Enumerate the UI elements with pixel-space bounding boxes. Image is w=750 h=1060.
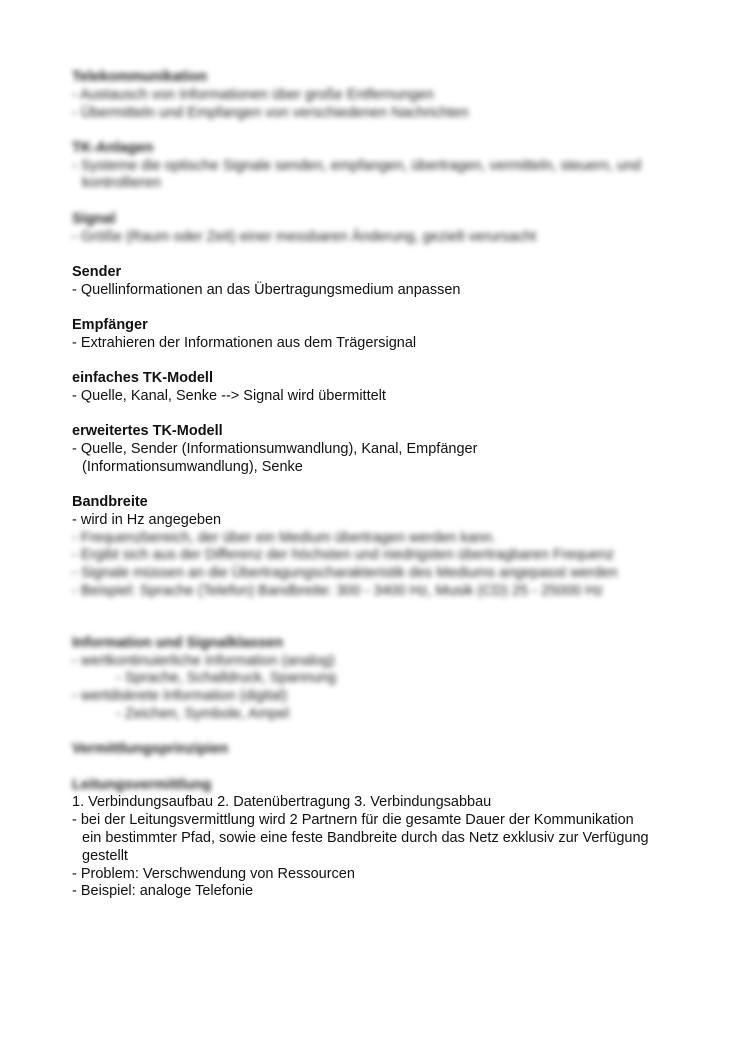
section-telekommunikation: [72, 69, 682, 122]
list-item: - Beispiel: Sprache (Telefon) Bandbreite: 300 - 3400 Hz, Musik (CD) 25 - 25000 Hz: [72, 583, 604, 600]
section-heading: Telekommunikation: [72, 69, 208, 85]
section-signalklassen: [72, 635, 682, 724]
list-item: - Quelle, Kanal, Senke --> Signal wird übermittelt: [72, 387, 386, 404]
section-heading: Leitungsvermittlung: [72, 776, 212, 793]
section-sender: [72, 264, 682, 300]
list-item: - Quelle, Sender (Informationsumwandlung), Kanal, Empfänger: [72, 440, 478, 457]
list-item: - Beispiel: analoge Telefonie: [72, 883, 254, 900]
list-item: - wertdiskrete Information (digital): [72, 688, 288, 705]
list-item-continuation: kontrollieren: [82, 175, 161, 192]
list-item: - wird in Hz angegeben: [72, 511, 222, 528]
list-item-continuation: ein bestimmter Pfad, sowie eine feste Bandbreite durch das Netz exklusiv zur Verfügung: [82, 830, 649, 846]
section-heading: Signal: [72, 210, 116, 227]
list-item: - Übermitteln und Empfangen von verschiedenen Nachrichten: [72, 104, 469, 121]
list-item-continuation: (Informationsumwandlung), Senke: [82, 458, 303, 475]
section-heading: Empfänger: [72, 316, 148, 333]
list-subitem: - Zeichen, Symbole, Ampel: [116, 706, 290, 723]
section-heading: einfaches TK-Modell: [72, 370, 213, 387]
list-item: - Größe (Raum oder Zeit) einer messbaren Änderung, gezielt verursacht: [72, 228, 537, 245]
section-empfaenger: [72, 317, 682, 353]
section-heading: TK-Anlagen: [72, 139, 154, 156]
list-subitem: - Sprache, Schalldruck, Spannung: [116, 670, 337, 687]
list-item: - Ergibt sich aus der Differenz der höchsten und niedrigsten übertragbaren Frequenz: [72, 547, 615, 564]
section-erweitertes-tk-modell: [72, 423, 682, 476]
list-item-continuation: gestellt: [82, 847, 128, 864]
blurred-region: [72, 530, 682, 601]
list-item: - Signale müssen an die Übertragungscharakteristik des Mediums angepasst werden: [72, 565, 618, 582]
section-einfaches-tk-modell: [72, 370, 682, 406]
list-item: - Problem: Verschwendung von Ressourcen: [72, 865, 355, 882]
list-item: - wertkontinuierliche Information (analog): [72, 652, 335, 669]
section-heading: erweitertes TK-Modell: [72, 423, 223, 440]
section-bandbreite: [72, 494, 682, 601]
list-item: - Frequenzbereich, der über ein Medium übertragen werden kann.: [72, 529, 496, 546]
list-item: - Systeme die optische Signale senden, empfangen, übertragen, vermitteln, steuern, und: [72, 157, 642, 174]
list-item: - Austausch von Informationen über große Entfernungen: [72, 86, 434, 103]
list-item: 1. Verbindungsaufbau 2. Datenübertragung 3. Verbindungsabbau: [72, 794, 492, 811]
list-item: - Quellinformationen an das Übertragungsmedium anpassen: [72, 281, 461, 298]
section-signal: [72, 211, 682, 247]
section-heading: Information und Signalklassen: [72, 634, 284, 651]
document-content: [72, 69, 682, 901]
section-tk-anlagen: [72, 140, 682, 193]
section-leitungsvermittlung: [72, 777, 682, 902]
list-item: - Extrahieren der Informationen aus dem Trägersignal: [72, 334, 417, 351]
section-heading: Sender: [72, 263, 122, 280]
section-heading: Vermittlungsprinzipien: [72, 741, 229, 758]
list-item: - bei der Leitungsvermittlung wird 2 Partnern für die gesamte Dauer der Kommunikation: [72, 812, 634, 829]
section-vermittlungsprinzipien: [72, 741, 682, 759]
section-heading: Bandbreite: [72, 494, 148, 511]
